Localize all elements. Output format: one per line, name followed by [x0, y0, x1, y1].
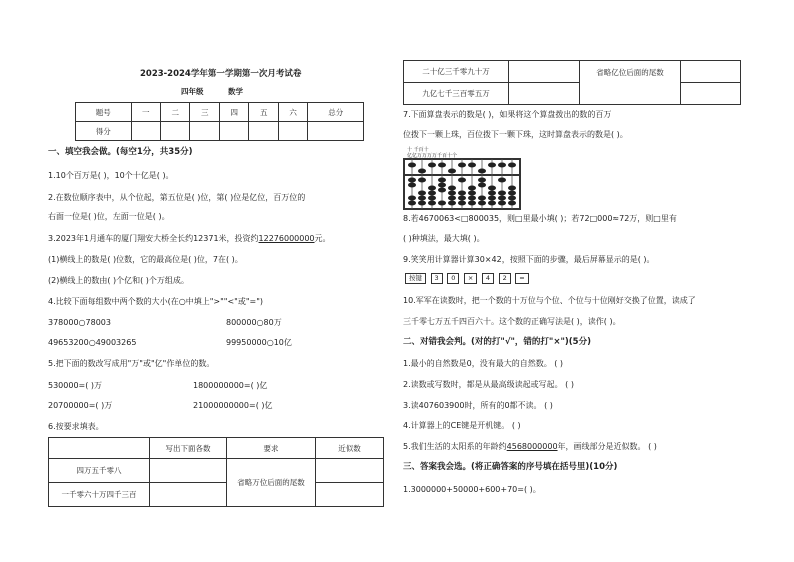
fill-table-cell: 二十亿三千零九十万	[404, 61, 509, 83]
fill-table-input[interactable]	[509, 83, 580, 105]
fill-table-continued	[403, 60, 741, 105]
fill-table-input[interactable]	[150, 459, 227, 483]
question-4b: 800000○80万	[226, 318, 282, 327]
q3-unit: 元。	[314, 234, 331, 243]
question-2a: 2.在数位顺序表中，从个位起，第五位是( )位，第( )位是亿位，百万位的	[48, 193, 306, 202]
choice-1: 1.3000000+50000+600+70=( )。	[403, 485, 541, 494]
fill-table-input[interactable]	[681, 83, 741, 105]
judge-5-tail: 年，画线部分是近似数。 ( )	[557, 442, 657, 451]
score-cell[interactable]	[161, 122, 190, 141]
question-5: 5.把下面的数改写成用"万"或"亿"作单位的数。	[48, 359, 215, 368]
judge-5-underlined-number: 4568000000	[506, 442, 558, 451]
fill-table-cell: 一千零六十万四千三百	[49, 483, 150, 507]
score-header: 六	[278, 103, 307, 122]
question-10b: 三千零七万五千四百六十。这个数的正确写法是( )，读作( )。	[403, 317, 621, 326]
question-3b: (1)横线上的数是( )位数，它的最高位是( )位，7在( )。	[48, 255, 243, 264]
fill-table-input[interactable]	[316, 483, 384, 507]
score-table	[75, 102, 364, 141]
fill-table	[48, 437, 384, 507]
judge-2: 2.读数或写数时，都是从最高级读起或写起。 ( )	[403, 380, 574, 389]
key-2[interactable]: 2	[499, 273, 511, 284]
question-5a: 530000=( )万	[48, 381, 103, 390]
judge-5	[403, 441, 657, 452]
score-cell[interactable]	[249, 122, 278, 141]
question-4: 4.比较下面每组数中两个数的大小(在○中填上">""<"或"=")	[48, 297, 264, 306]
judge-1: 1.最小的自然数是0，没有最大的自然数。 ( )	[403, 359, 564, 368]
abacus-image	[403, 158, 521, 210]
question-1: 1.10个百万是( )，10个十亿是( )。	[48, 171, 174, 180]
question-2b: 右面一位是( )位，左面一位是( )。	[48, 212, 170, 221]
q3-text: 3.2023年1月通车的厦门翔安大桥全长约12371米，投资约	[48, 234, 259, 243]
score-header: 五	[249, 103, 278, 122]
question-7a: 7.下面算盘表示的数是( )，如果将这个算盘拨出的数的百万	[403, 110, 612, 119]
question-3c: (2)横线上的数由( )个亿和( )个万组成。	[48, 276, 189, 285]
fill-table-header: 写出下面各数	[150, 438, 227, 459]
judge-3: 3.读407603900时，所有的0都不读。 ( )	[403, 401, 553, 410]
question-10a: 10.军军在读数时，把一个数的十万位与个位、个位与十位刚好交换了位置，读成了	[403, 296, 696, 305]
question-5d: 21000000000=( )亿	[193, 401, 273, 410]
question-5c: 20700000=( )万	[48, 401, 113, 410]
question-9: 9.笑笑用计算器计算30×42，按照下面的步骤，最后屏幕显示的是( )。	[403, 255, 655, 264]
question-6: 6.按要求填表。	[48, 422, 104, 431]
fill-table-header	[49, 438, 150, 459]
question-8a: 8.若4670063<□800035，则□里最小填( )；若72□000≈72万，则□里有	[403, 214, 677, 223]
score-row-label: 得分	[76, 122, 132, 141]
fill-table-input[interactable]	[509, 61, 580, 83]
fill-table-header: 近似数	[316, 438, 384, 459]
key-0[interactable]: 0	[447, 273, 459, 284]
fill-table-input[interactable]	[150, 483, 227, 507]
question-8b: ( )种填法，最大填( )。	[403, 234, 485, 243]
fill-table-cell: 九亿七千三百零五万	[404, 83, 509, 105]
score-header: 二	[161, 103, 190, 122]
section2-heading: 二、对错我会判。(对的打"√"，错的打"×")(5分)	[403, 337, 591, 347]
key-label: 按键	[405, 273, 426, 284]
subject-label: 数学	[228, 87, 243, 96]
question-4c: 49653200○49003265	[48, 338, 137, 347]
judge-5-text: 5.我们生活的太阳系的年龄约	[403, 442, 507, 451]
section1-heading: 一、填空我会做。(每空1分，共35分)	[48, 147, 193, 157]
calculator-keys	[405, 273, 531, 284]
score-header: 总分	[308, 103, 364, 122]
score-header: 三	[190, 103, 219, 122]
fill-table-input[interactable]	[681, 61, 741, 83]
score-cell[interactable]	[190, 122, 219, 141]
fill-table-cell: 四万五千零八	[49, 459, 150, 483]
question-4a: 378000○78003	[48, 318, 111, 327]
fill-table-header: 要求	[227, 438, 316, 459]
key-equals[interactable]: =	[515, 273, 528, 284]
score-cell[interactable]	[278, 122, 307, 141]
score-header: 四	[219, 103, 248, 122]
score-cell[interactable]	[219, 122, 248, 141]
question-7b: 位拨下一颗上珠，百位拨下一颗下珠，这时算盘表示的数是( )。	[403, 130, 628, 139]
section3-heading: 三、答案我会选。(将正确答案的序号填在括号里)(10分)	[403, 462, 618, 472]
key-4[interactable]: 4	[482, 273, 494, 284]
judge-4: 4.计算器上的CE键是开机键。 ( )	[403, 421, 521, 430]
key-multiply[interactable]: ×	[464, 273, 477, 284]
grade-label: 四年级	[181, 87, 204, 96]
key-3[interactable]: 3	[431, 273, 443, 284]
score-header: 一	[131, 103, 160, 122]
question-3a	[48, 233, 331, 244]
score-cell[interactable]	[308, 122, 364, 141]
page-title: 2023-2024学年第一学期第一次月考试卷	[140, 69, 302, 79]
fill-table-input[interactable]	[316, 459, 384, 483]
score-header: 题号	[76, 103, 132, 122]
abacus-labels: 十 千百十 亿亿万万万万千百十个	[407, 147, 458, 159]
q3-underlined-number: 12276000000	[258, 234, 315, 243]
question-4d: 99950000○10亿	[226, 338, 292, 347]
question-5b: 1800000000=( )亿	[193, 381, 268, 390]
fill-table-cell: 省略亿位后面的尾数	[580, 61, 681, 105]
score-cell[interactable]	[131, 122, 160, 141]
fill-table-cell: 省略万位后面的尾数	[227, 459, 316, 507]
